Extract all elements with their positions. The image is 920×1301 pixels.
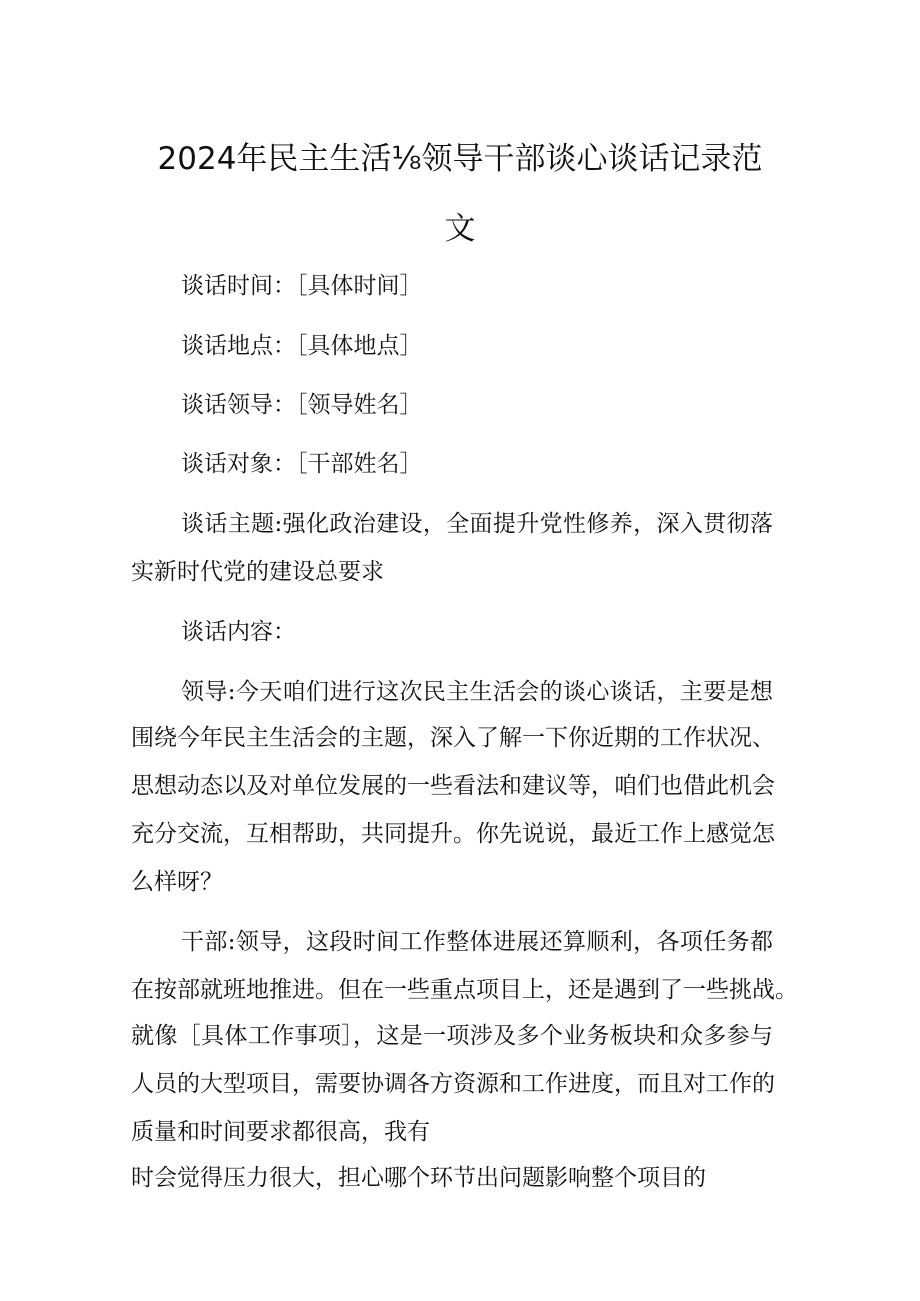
document-title-line-1: 2024年民主生活⅛领导干部谈心谈话记录范 xyxy=(157,141,763,177)
meta-time: 谈话时间：［具体时间］ xyxy=(181,273,423,299)
leader-speech-line-4: 充分交流，互相帮助，共同提升。你先说说，最近工作上感觉怎 xyxy=(131,821,775,847)
meta-leader: 谈话领导：［领导姓名］ xyxy=(181,392,423,418)
cadre-speech-line-6: 时会觉得压力很大，担心哪个环节出问题影响整个项目的 xyxy=(131,1165,706,1191)
leader-speech-line-2: 围绕今年民主生活会的主题，深入了解一下你近期的工作状况、 xyxy=(131,725,775,751)
cadre-speech-line-5: 质量和时间要求都很高，我有 xyxy=(131,1119,430,1145)
leader-speech-line-3: 思想动态以及对单位发展的一些看法和建议等，咱们也借此机会 xyxy=(131,773,775,799)
meta-target: 谈话对象：［干部姓名］ xyxy=(181,451,423,477)
document-title-line-2: 文 xyxy=(444,211,476,247)
content-label: 谈话内容： xyxy=(181,619,296,645)
cadre-speech-line-3: 就像［具体工作事项］，这是一项涉及多个业务板块和众多参与 xyxy=(131,1023,773,1049)
leader-speech-line-5: 么样呀？ xyxy=(131,869,223,895)
cadre-speech-line-4: 人员的大型项目，需要协调各方资源和工作进度，而且对工作的 xyxy=(131,1071,775,1097)
theme-line-2: 实新时代党的建设总要求 xyxy=(131,559,384,585)
cadre-speech-line-2: 在按部就班地推进。但在一些重点项目上，还是遇到了一些挑战。 xyxy=(131,977,798,1003)
cadre-speech-line-1: 干部:领导，这段时间工作整体进展还算顺利，各项任务都 xyxy=(181,929,773,955)
leader-speech-line-1: 领导:今天咱们进行这次民主生活会的谈心谈话，主要是想 xyxy=(181,679,773,705)
meta-place: 谈话地点：［具体地点］ xyxy=(181,333,423,359)
theme-line-1: 谈话主题:强化政治建设，全面提升党性修养，深入贯彻落 xyxy=(181,511,773,537)
